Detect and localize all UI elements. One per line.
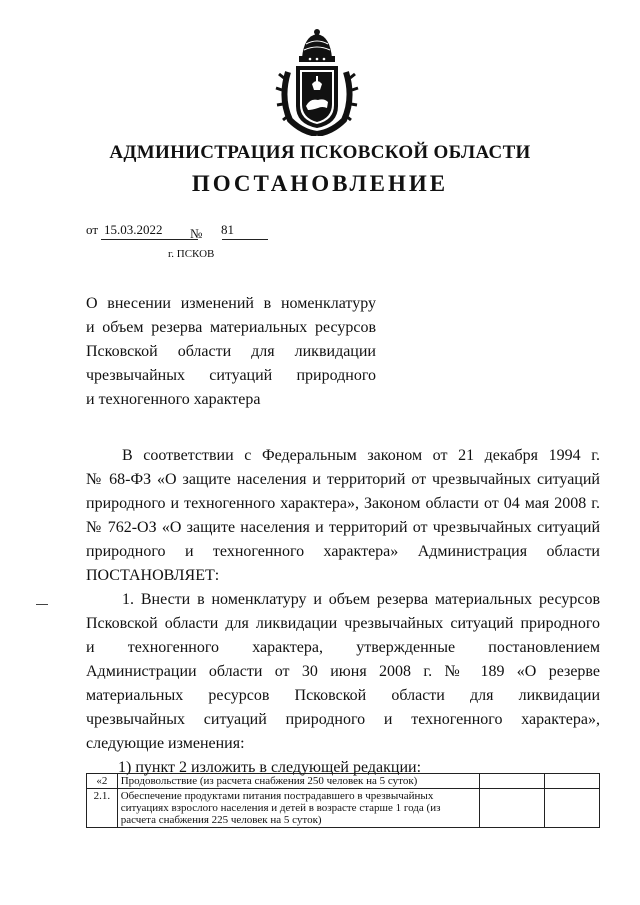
table-row [87, 774, 600, 789]
subject-line: чрезвычайных ситуаций природного [86, 367, 376, 384]
body-line: природного и техногенного характера» Администрация области [86, 543, 600, 560]
subject-line: О внесении изменений в номенклатуру [86, 295, 376, 312]
document-body [86, 444, 600, 780]
date-prefix: от [86, 222, 99, 237]
row-number: «2 [87, 774, 118, 789]
body-line: ПОСТАНОВЛЯЕТ: [86, 567, 220, 584]
table-row [87, 789, 600, 828]
body-line: и техногенного характера, утвержденные постановлением [86, 639, 600, 656]
city-label: г. ПСКОВ [168, 248, 215, 260]
subject-line: и техногенного характера [86, 391, 261, 408]
number-underline [222, 239, 268, 240]
organization-name: АДМИНИСТРАЦИЯ ПСКОВСКОЙ ОБЛАСТИ [109, 142, 531, 163]
body-line: природного и техногенного характера», Законом области от 04 мая 2008 г. [86, 495, 600, 512]
body-line: Псковской области для ликвидации чрезвычайных ситуаций природного [86, 615, 600, 632]
pskov-coat-of-arms-icon [272, 28, 362, 136]
row-unit [480, 789, 545, 828]
row-name: Обеспечение продуктами питания пострадавшего в чрезвычайных ситуациях взрослого населения и детей в возрасте старше 1 года (из расчета снабжения 225 человек на 5 суток) [117, 789, 479, 828]
subject-line: и объем резерва материальных ресурсов [86, 319, 376, 336]
body-line: 1) пункт 2 изложить в следующей редакции: [118, 759, 422, 776]
document-date: 15.03.2022 [104, 222, 163, 237]
body-line: следующие изменения: [86, 735, 245, 752]
row-name: Продовольствие (из расчета снабжения 250 человек на 5 суток) [117, 774, 479, 789]
body-line: материальных ресурсов Псковской области для ликвидации [86, 687, 600, 704]
body-line: чрезвычайных ситуаций природного и техногенного характера», [86, 711, 600, 728]
items-table [86, 773, 600, 828]
body-line: Администрации области от 30 июня 2008 г. № 189 «О резерве [86, 663, 600, 680]
document-number: 81 [221, 222, 234, 237]
body-line: 1. Внести в номенклатуру и объем резерва материальных ресурсов [122, 591, 600, 608]
document-subject [86, 292, 376, 412]
row-quantity [544, 774, 599, 789]
row-unit [480, 774, 545, 789]
number-prefix: № [190, 226, 203, 241]
body-line: № 68-ФЗ «О защите населения и территорий от чрезвычайных ситуаций [86, 471, 600, 488]
row-number: 2.1. [87, 789, 118, 828]
document-type: ПОСТАНОВЛЕНИЕ [191, 171, 449, 196]
date-underline [101, 239, 198, 240]
body-line: № 762-ОЗ «О защите населения и территорий от чрезвычайных ситуаций [86, 519, 600, 536]
row-quantity [544, 789, 599, 828]
subject-line: Псковской области для ликвидации [86, 343, 376, 360]
margin-mark [36, 604, 48, 605]
body-line: В соответствии с Федеральным законом от 21 декабря 1994 г. [122, 447, 600, 464]
